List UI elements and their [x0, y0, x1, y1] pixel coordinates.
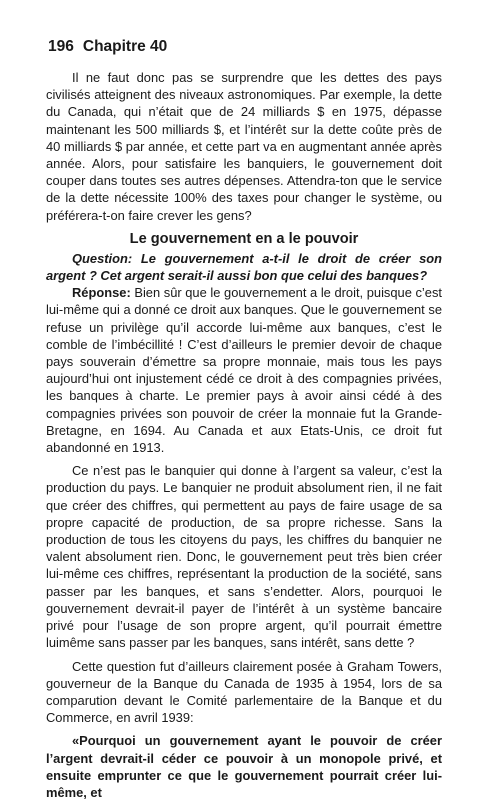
answer-text: Bien sûr que le gouvernement a le droit, puisque c’est lui-même qui a donné ce droit aux banques. Que le gouvernement se refuse un privilège qu’il accorde lui-même aux banques, c’est le comble de l’imbécillité ! C’est d’ailleurs le premier devoir de chaque pays souverain d’émettre sa propre monnaie, mais tous les pays aujourd’hui ont injustement cédé ce droit à des compagnies privées, les banques à charte. Le premier pays à avoir ainsi cédé à des compagnies privées son pouvoir de créer la monnaie fut la Grande-Bretagne, en 1694. Au Canada et aux Etats-Unis, ce droit fut abandonné en 1913.	[46, 285, 442, 456]
page-number: 196	[48, 38, 74, 55]
intro-paragraph: Il ne faut donc pas se surprendre que les dettes des pays civilisés atteignent des niveaux astronomiques. Par exemple, la dette du Canada, qui n’était que de 24 milliards $ en 1975, dépasse maintenant les 500 milliards $, et l’intérêt sur la dette coûte près de 40 milliards $ par année, et cette part va en augmentant année après année. Alors, pour satisfaire les banquiers, le gouvernement doit couper dans toutes ses autres dépenses. Attendra-ton que le service de la dette nécessite 100% des taxes pour changer le système, ou préférera-t-on faire crever les gens?	[46, 70, 442, 223]
answer-paragraph	[46, 284, 442, 456]
question-paragraph: Question: Le gouvernement a-t-il le droit de créer son argent ? Cet argent serait-il aussi bon que celui des banques?	[46, 250, 442, 284]
production-paragraph: Ce n’est pas le banquier qui donne à l’argent sa valeur, c’est la production du pays. Le banquier ne produit absolument rien, il ne fait que créer des chiffres, qui permettent au pays de faire usage de sa propre capacité de production, de sa propre richesse. Sans la production de tous les citoyens du pays, les chiffres du banquier ne valent absolument rien. Donc, le gouvernement peut très bien créer lui-même ces chiffres, représentant la production de la société, sans passer par les banques, et sans s’endetter. Alors, pourquoi le gouvernement devrait-il payer de l’intérêt à un système bancaire privé pour l’usage de son propre argent, qu’il pourrait émettre luimême sans passer par les banques, sans intérêt, sans dette ?	[46, 463, 442, 651]
towers-paragraph: Cette question fut d’ailleurs clairement posée à Graham Towers, gouverneur de la Banque du Canada de 1935 à 1954, lors de sa comparution devant le Comité parlementaire de la Banque et du Commerce, en avril 1939:	[46, 658, 442, 726]
section-heading: Le gouvernement en a le pouvoir	[129, 230, 359, 247]
chapter-title: Chapitre 40	[82, 38, 168, 55]
quote-paragraph: «Pourquoi un gouvernement ayant le pouvoir de créer l’argent devrait-il céder ce pouvoir à un monopole privé, et ensuite emprunter ce que le gouvernement pourrait créer lui-même, et	[46, 733, 442, 800]
page-header	[46, 38, 442, 56]
answer-label: Réponse:	[72, 285, 131, 301]
